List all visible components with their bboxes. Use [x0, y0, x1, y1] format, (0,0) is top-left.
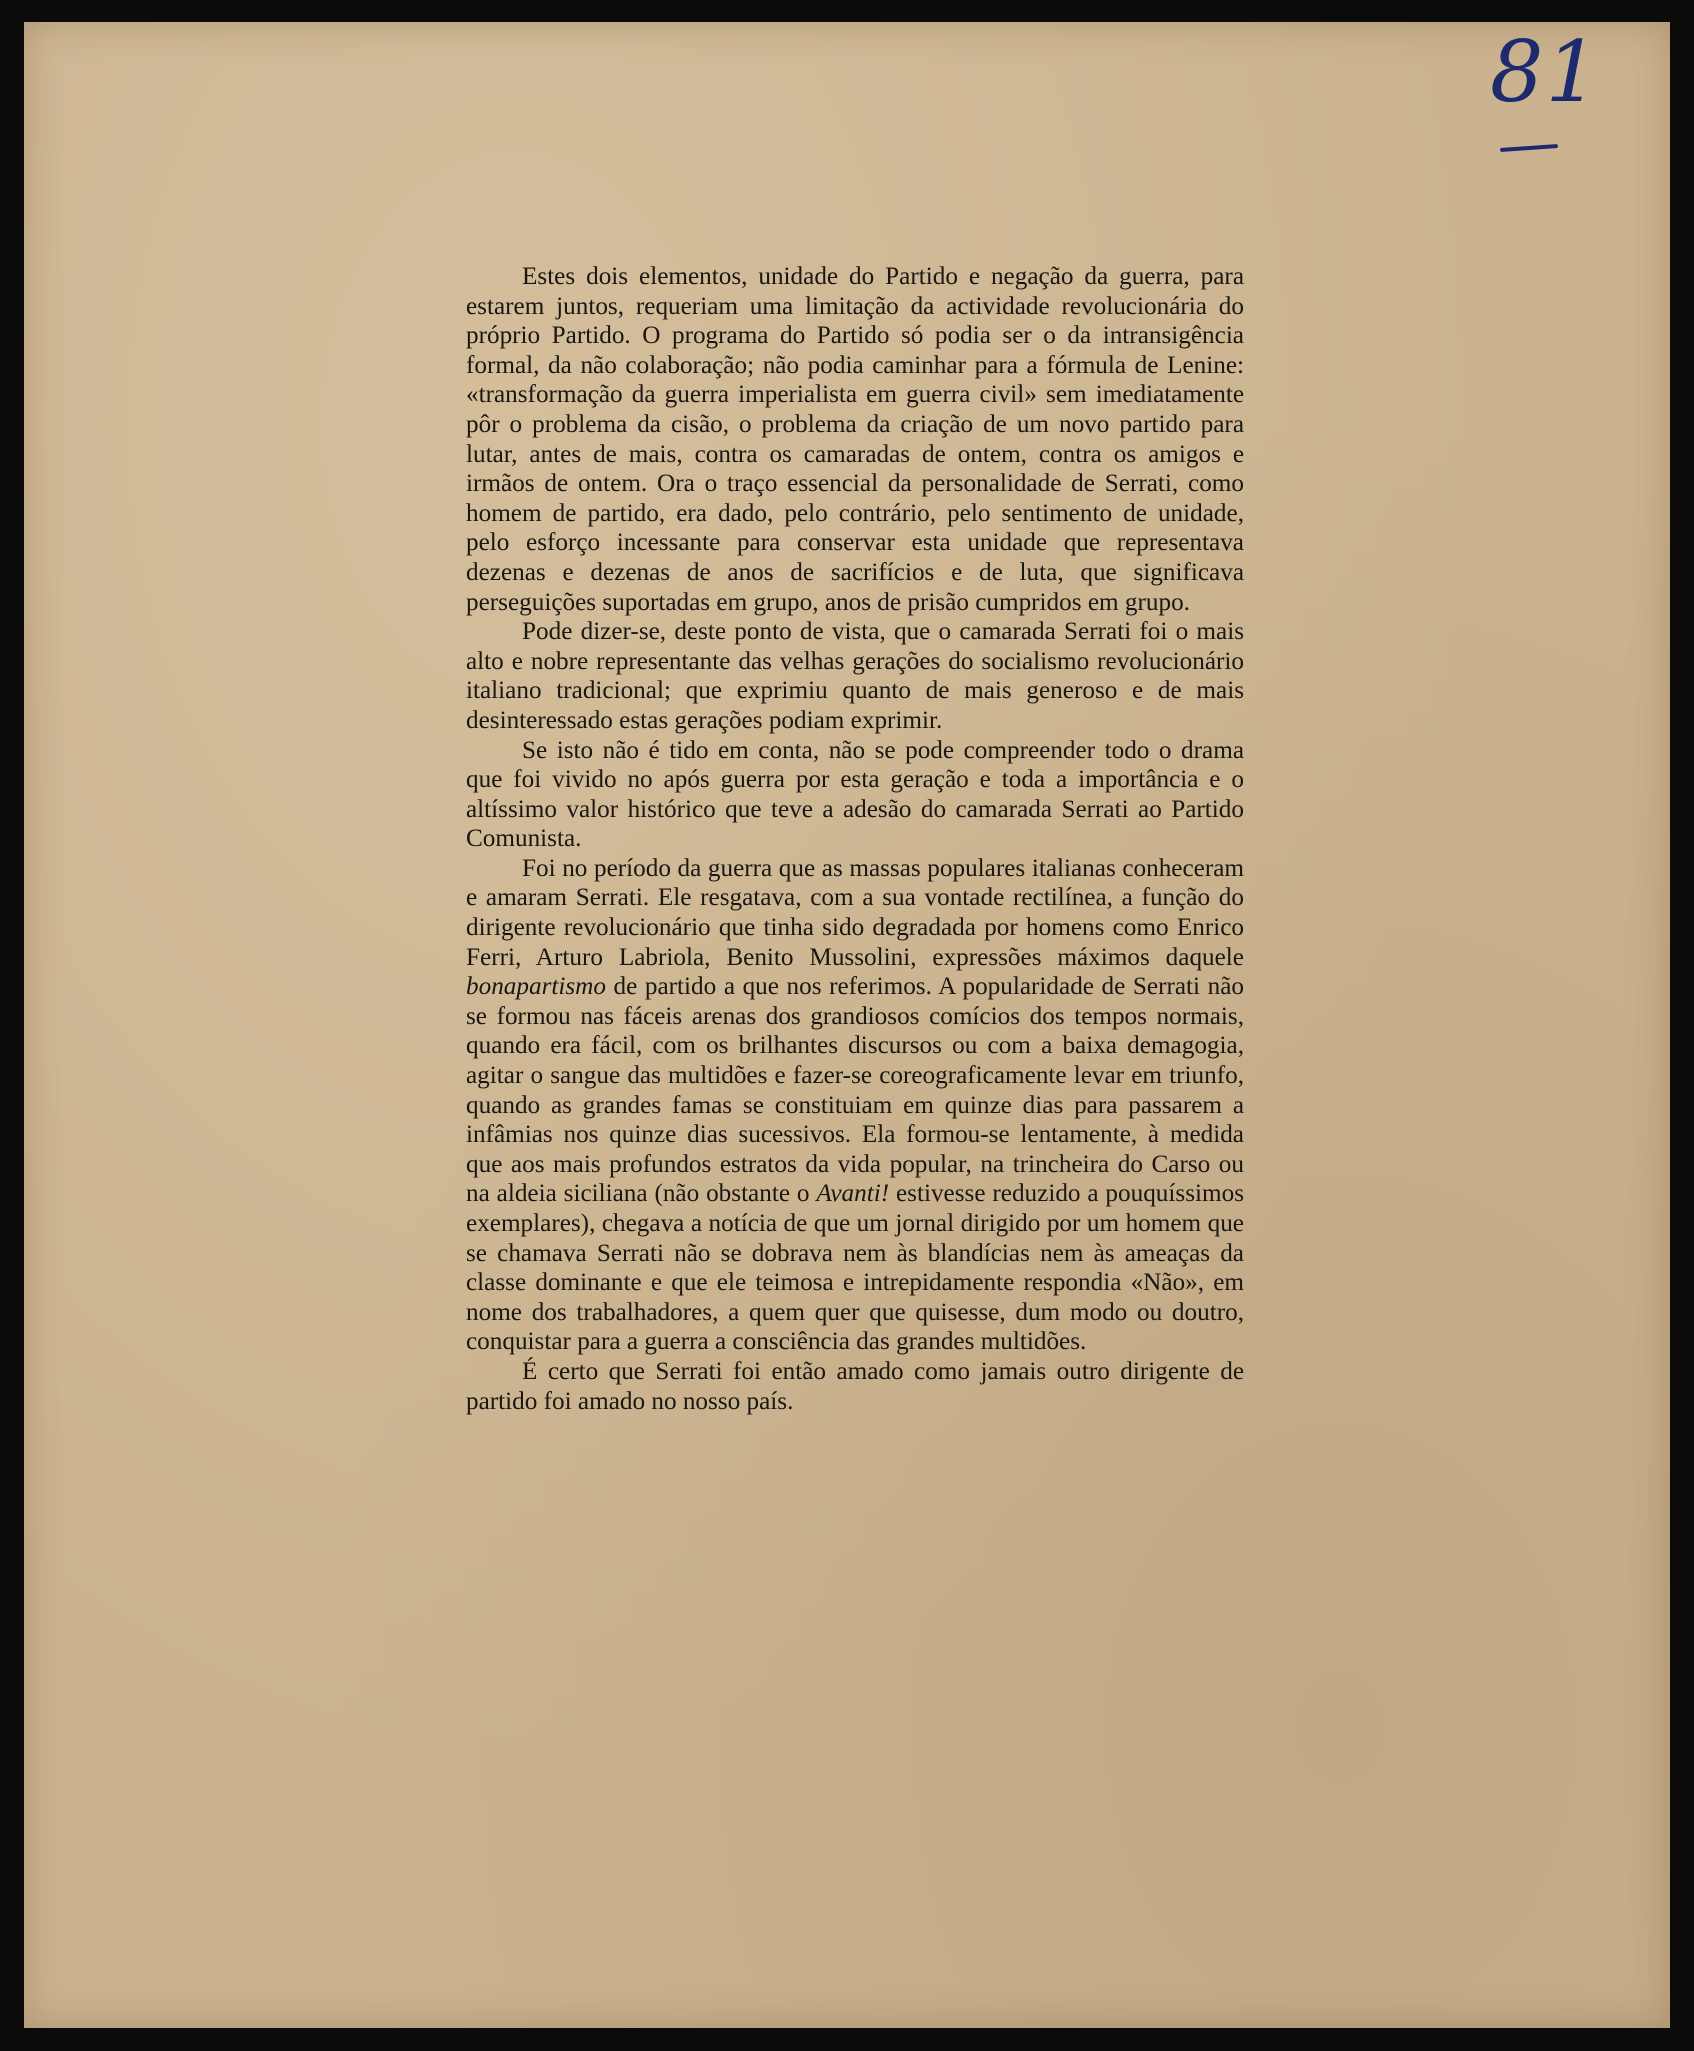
paragraph-5: É certo que Serrati foi então amado como jamais outro dirigente de partido foi amado no nosso país. — [466, 1357, 1244, 1415]
body-text — [466, 262, 1244, 1416]
italic-term-bonapartismo: bonapartismo — [466, 973, 606, 1001]
paragraph-3: Se isto não é tido em conta, não se pode compreender todo o drama que foi vivido no após guerra por esta geração e toda a importância e o altíssimo valor histórico que teve a adesão do camarada Serrati ao Partido Comunista. — [466, 736, 1244, 853]
paragraph-1: Estes dois elementos, unidade do Partido e negação da guerra, para estarem juntos, requeriam uma limitação da actividade revolucionária do próprio Partido. O programa do Partido só podia ser o da intransigência formal, da não colaboração; não podia caminhar para a fórmula de Lenine: «transformação da guerra imperialista em guerra civil» sem imediatamente pôr o problema da cisão, o problema da criação de um novo partido para lutar, antes de mais, contra os camaradas de ontem, contra os amigos e irmãos de ontem. Ora o traço essencial da personalidade de Serrati, como homem de partido, era dado, pelo contrário, pelo sentimento de unidade, pelo esforço incessante para conservar esta unidade que representava dezenas e dezenas de anos de sacrifícios e de luta, que significava perseguições suportadas em grupo, anos de prisão cumpridos em grupo. — [466, 263, 1244, 616]
paragraph-2: Pode dizer-se, deste ponto de vista, que o camarada Serrati foi o mais alto e nobre representante das velhas gerações do socialismo revolucionário italiano tradicional; que exprimiu quanto de mais generoso e de mais desinteressado estas gerações podiam exprimir. — [466, 618, 1244, 734]
paragraph-4-text-a: Foi no período da guerra que as massas populares italianas conheceram e amaram Serrati. Ele resgatava, com a sua vontade rectilínea, a função do dirigente revolucionário que tinha sido degradada por homens como Enrico Ferri, Arturo Labriola, Benito Mussolini, expressões máximos daquele — [466, 854, 1244, 971]
paragraph-4 — [466, 854, 1244, 1357]
handwritten-page-number: 81 — [1490, 23, 1601, 121]
italic-term-avanti: Avanti! — [816, 1180, 890, 1208]
paragraph-4-text-c: estivesse reduzido a pouquíssimos exemplares), chegava a notícia de que um jornal dirigido por um homem que se chamava Serrati não se dobrava nem às blandícias nem às ameaças da classe dominante e que ele teimosa e intrepidamente respondia «Não», em nome dos trabalhadores, a quem quer que quisesse, dum modo ou doutro, conquistar para a guerra a consciência das grandes multidões. — [466, 1180, 1244, 1356]
paragraph-4-text-b: de partido a que nos referimos. A popularidade de Serrati não se formou nas fáceis arenas dos grandiosos comícios dos tempos normais, quando era fácil, com os brilhantes discursos ou com a baixa demagogia, agitar o sangue das multidões e fazer-se coreograficamente levar em triunfo, quando as grandes famas se constituiam em quinze dias para passarem a infâmias nos quinze dias sucessivos. Ela formou-se lentamente, à medida que aos mais profundos estratos da vida popular, na trincheira do Carso ou na aldeia siciliana (não obstante o — [466, 973, 1244, 1208]
